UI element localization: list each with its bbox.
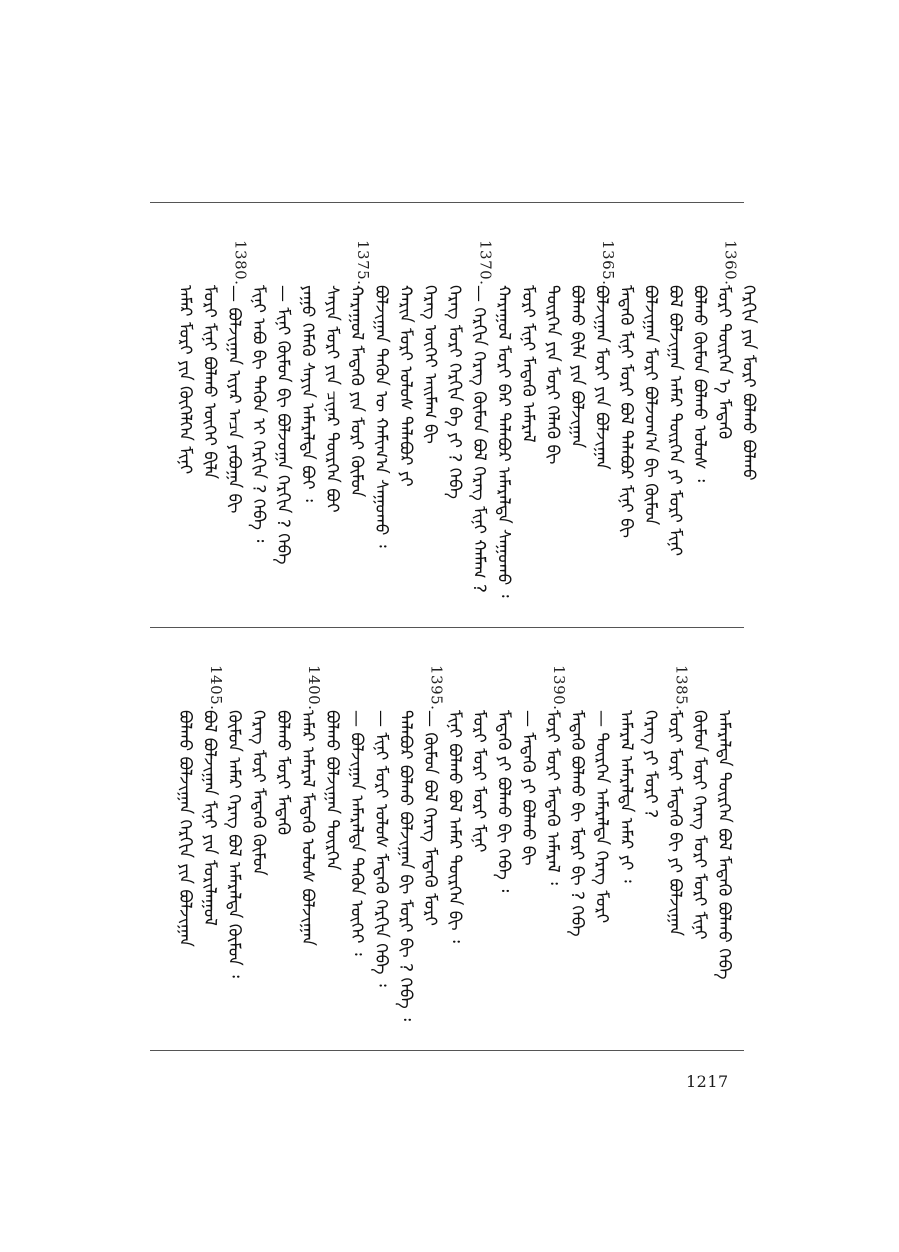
line-number: 1365. bbox=[599, 240, 617, 286]
verse-line: ᠮᠡᠳᠡᠬᠦ ᠪᠣᠯᠬᠣ ᠪᠢ ᠮᠣᠷᠢ ᠪᠢ ? ᠭᠡᠪᠡ bbox=[567, 710, 587, 937]
verse-line: ᠪᠣᠯᠬᠣ ᠬᠦᠮᠦᠨ ᠪᠣᠯᠬᠤ ᠤᠯᠤᠰ ᠄ bbox=[689, 285, 710, 482]
verse-line: — ᠪᠣᠯᠵᠢᠭᠠᠨ ᠠᠮᠠᠷᠠᠯᠲᠠ ᠲᠡᠭᠦᠨ ᠦᠭᠡᠢ ᠄ bbox=[346, 710, 367, 956]
line-number: 1375. bbox=[354, 240, 372, 286]
verse-line: ᠮᠢᠨᠢ ᠪᠣᠯᠬᠣ ᠪᠣᠯ ᠠᠮᠠᠷ ᠲᠦᠷᠭᠡᠨ ᠪᠢ ᠄ bbox=[444, 710, 465, 943]
verse-line: ᠲᠠᠯᠠᠪᠤᠷ ᠪᠣᠯᠬᠣ ᠪᠣᠯᠵᠢᠭᠠᠨ ᠪᠢ ᠮᠣᠷᠢ ᠪᠢ ? ᠭᠡᠪᠡ ᠄ bbox=[395, 710, 416, 1021]
line-number: 1370. bbox=[476, 240, 495, 286]
verse-line: ᠮᠣᠷᠢ ᠮᠢᠨᠢ ᠪᠣᠯᠬᠣ ᠦᠭᠡᠢ ᠪᠢᠯᠡ bbox=[199, 285, 220, 479]
verse-line: — ᠮᠡᠳᠡᠬᠦ ᠶᠢ ᠪᠣᠯᠬᠣ ᠪᠢ bbox=[518, 710, 538, 866]
verse-line: ᠠᠮᠠᠷᠠᠯᠲᠠ ᠲᠦᠷᠭᠡᠨ ᠪᠣᠯ ᠮᠡᠳᠡᠬᠦ ᠪᠣᠯᠬᠣ ᠭᠡᠪᠡ bbox=[714, 710, 734, 980]
verse-line: ᠮᠣᠷᠢ ᠮᠢᠨᠢ ᠮᠡᠳᠡᠬᠦ ᠠᠮᠠᠷᠠᠯ bbox=[518, 285, 538, 443]
line-number: 1395. bbox=[427, 665, 446, 711]
verse-column bbox=[689, 655, 734, 1085]
verse-line: — ᠲᠦᠷᠭᠡᠨ ᠠᠮᠠᠷᠠᠯᠲᠠ ᠬᠡᠷᠡᠭ ᠮᠣᠷᠢ bbox=[591, 710, 612, 924]
verse-line: ᠪᠣᠯᠬᠣ ᠮᠣᠷᠢ ᠮᠡᠳᠡᠬᠦ bbox=[273, 710, 293, 836]
line-number: 1405. bbox=[207, 665, 225, 711]
verse-line: ᠬᠦᠮᠦᠨ ᠠᠮᠠᠷ ᠬᠡᠷᠡᠭ ᠪᠣᠯ ᠠᠮᠠᠷᠠᠯᠲᠠ ᠬᠦᠮᠦᠨ ᠄ bbox=[224, 710, 244, 978]
verse-line: ᠮᠣᠷᠢ ᠲᠦᠷᠭᠡᠨ ᠡ ᠮᠡᠳᠡᠬᠦ bbox=[714, 285, 734, 440]
verse-line: — ᠬᠦᠮᠦᠨ ᠪᠣᠯ ᠬᠡᠷᠡᠭ ᠮᠡᠳᠡᠬᠦ ᠮᠣᠷᠢ bbox=[420, 710, 440, 926]
lower-verse-block bbox=[150, 655, 744, 1075]
verse-line: ᠮᠡᠳᠡᠬᠦ ᠶᠢ ᠪᠣᠯᠬᠣ ᠪᠢ ᠬᠡᠪᠡ ᠄ bbox=[493, 710, 514, 893]
verse-line: ᠠᠮᠠᠷ ᠠᠮᠠᠷᠠᠯ ᠮᠡᠳᠡᠬᠦ ᠤᠯᠤᠰ ᠪᠣᠯᠵᠢᠭᠠᠨ bbox=[297, 710, 318, 946]
verse-line: ᠬᠡᠷᠡᠭ ᠮᠣᠷᠢ ᠮᠡᠳᠡᠬᠦ ᠬᠦᠮᠦᠨ bbox=[248, 710, 269, 876]
line-number: 1400. bbox=[305, 665, 323, 711]
verse-line: ᠪᠣᠯ ᠪᠣᠯᠵᠢᠭᠠᠨ ᠮᠢᠨᠢ ᠶᠢᠨ ᠮᠣᠷᠢᠯᠠᠭᠤᠯ bbox=[199, 710, 220, 926]
top-rule bbox=[150, 202, 744, 203]
verse-line: ᠬᠡᠷᠡᠭ ᠮᠣᠷᠢ ᠬᠡᠷᠬᠢᠨ ᠪᠠ ᠶᠢ ? ᠭᠡᠪᠡ bbox=[444, 285, 465, 499]
upper-verse-block bbox=[150, 230, 759, 650]
verse-line: ᠪᠣᠯᠵᠢᠭᠠᠨ ᠮᠣᠷᠢ ᠪᠣᠯᠵᠣᠭ᠎ᠠ ᠪᠢ ᠬᠦᠮᠦᠨ bbox=[640, 285, 661, 526]
verse-line: ᠪᠣᠯᠬᠤ ᠪᠢᠯᠡ ᠶᠢᠨ ᠪᠣᠯᠵᠢᠭᠠᠨ bbox=[567, 285, 587, 449]
verse-line: ᠠᠮᠠᠷ ᠮᠣᠷᠢ ᠶᠢᠨ ᠬᠥᠭᠡᠯᠭᠡᠨ ᠮᠢᠨᠢ bbox=[175, 285, 195, 475]
verse-line: ᠬᠡᠷᠬᠢᠨ ᠶᠢᠨ ᠮᠣᠷᠢ ᠪᠣᠯᠬᠤ ᠪᠣᠯᠬᠣ bbox=[738, 285, 759, 481]
verse-line: ᠶᠠᠭᠤ ᠬᠡᠮᠡᠬᠦ ᠰᠠᠶᠢᠨ ᠠᠮᠠᠷᠠᠯᠲᠠ ᠪᠣᠢ ᠄ bbox=[297, 285, 318, 502]
line-number: 1390. bbox=[550, 665, 568, 711]
verse-line: ᠬᠠᠷᠠᠭᠤᠯ ᠮᠣᠷᠢ ᠪᠠᠷ ᠲᠠᠯᠠᠪᠤᠷ ᠠᠮᠠᠷᠠᠯᠲᠠ ᠰᠠᠭᠤᠬᠤ ᠄ bbox=[493, 285, 514, 598]
line-number: 1385. bbox=[672, 665, 691, 711]
verse-line: — ᠪᠣᠯᠵᠢᠭᠠᠨ ᠢᠶᠠᠷ ᠠᠴᠠ ᠶᠠᠪᠤᠭᠠ ᠪᠢ bbox=[224, 285, 244, 514]
page-number: 1217 bbox=[686, 1072, 729, 1091]
verse-line: ᠮᠣᠷᠢ ᠮᠣᠷᠢ ᠮᠡᠳᠡᠬᠦ ᠠᠮᠠᠷᠠᠯ ᠄ bbox=[542, 710, 563, 885]
line-number: 1380. bbox=[231, 240, 250, 286]
verse-line: ᠠᠮᠠᠷᠠᠯ ᠠᠮᠠᠷᠠᠯᠲᠠ ᠠᠮᠠᠷ ᠶᠢ ᠄ bbox=[616, 710, 636, 883]
verse-line: ᠮᠡᠳᠡᠬᠦ ᠮᠢᠨᠢ ᠮᠣᠷᠢ ᠪᠣᠯ ᠲᠠᠯᠠᠪᠤᠷ ᠮᠢᠨᠢ ᠪᠢ bbox=[616, 285, 636, 538]
verse-line: ᠬᠠᠷᠠᠭᠤᠯ ᠮᠡᠳᠡᠬᠦ ᠶᠢᠨ ᠮᠣᠷᠢ ᠬᠦᠮᠦᠨ bbox=[346, 285, 367, 498]
verse-line: ᠪᠣᠯᠬᠤ ᠪᠣᠯᠵᠢᠭᠠᠨ ᠬᠡᠷᠬᠢᠨ ᠶᠢᠨ ᠪᠣᠯᠵᠢᠭᠠᠨ bbox=[175, 710, 195, 947]
verse-line: ᠪᠣᠯᠵᠢᠭᠠᠨ ᠮᠣᠷᠢ ᠶᠢᠨ ᠪᠣᠯᠵᠢᠭᠠᠨ bbox=[591, 285, 612, 470]
verse-line: ᠬᠦᠮᠦᠨ ᠮᠣᠷᠢ ᠬᠡᠷᠡᠭ ᠮᠣᠷᠢ ᠮᠣᠷᠢ ᠮᠢᠨᠢ bbox=[689, 710, 710, 940]
verse-line: ᠮᠣᠷᠢ ᠮᠣᠷᠢ ᠮᠣᠷᠢ ᠮᠢᠨᠢ bbox=[469, 710, 489, 853]
verse-line: ᠮᠢᠨᠢ ᠠᠪᠤ ᠪᠢ ᠲᠡᠭᠦᠨ ᠢ ᠬᠡᠷᠬᠢᠨ ? ᠭᠡᠪᠡ ᠄ bbox=[248, 285, 269, 543]
verse-line: ᠮᠣᠷᠢ ᠮᠣᠷᠢ ᠮᠡᠳᠡᠬᠦ ᠪᠢ ᠶᠢ ᠪᠣᠯᠵᠢᠭᠠᠨ bbox=[665, 710, 685, 937]
verse-line: ᠬᠠᠷᠢᠨ ᠮᠣᠷᠢ ᠤᠯᠤᠰ ᠲᠠᠯᠠᠪᠤᠷ ᠶᠢ bbox=[395, 285, 416, 487]
verse-line: ᠪᠣᠯ ᠪᠣᠯᠵᠢᠭᠠᠨ ᠠᠮᠠᠷ ᠲᠦᠷᠭᠡᠨ ᠶᠢ ᠮᠣᠷᠢ ᠮᠢᠨᠢ bbox=[665, 285, 685, 557]
verse-line: ᠰᠠᠶᠢᠨ ᠮᠣᠷᠢ ᠶᠢᠨ ᠴᠢᠨᠠᠷ ᠲᠦᠷᠭᠡᠨ ᠪᠣᠢ bbox=[322, 285, 342, 513]
verse-line: — ᠮᠢᠨᠢ ᠮᠣᠷᠢ ᠤᠯᠤᠰ ᠮᠡᠳᠡᠬᠦ ᠬᠡᠷᠬᠢᠨ ᠬᠡᠪᠡ ᠄ bbox=[371, 710, 391, 987]
verse-line: ᠬᠡᠷᠡᠭ ᠶᠢ ᠮᠣᠷᠢ ? bbox=[640, 710, 661, 819]
verse-column bbox=[714, 230, 759, 660]
verse-line: — ᠮᠢᠨᠢ ᠬᠦᠮᠦᠨ ᠪᠢ ᠪᠣᠯᠵᠣᠭᠠ ᠬᠡᠷᠬᠢᠨ ? ᠭᠡᠪᠡ bbox=[273, 285, 293, 565]
verse-line: — ᠬᠡᠷᠬᠢᠨ ᠬᠡᠷᠡᠭ ᠬᠦᠮᠦᠨ ᠪᠣᠯ ᠬᠡᠷᠡᠭ ᠮᠢᠨᠢ ᠬᠠᠮᠠᠭ ? bbox=[469, 285, 489, 593]
verse-line: ᠪᠣᠯᠬᠣ ᠪᠣᠯᠵᠢᠭᠠᠨ ᠲᠦᠷᠭᠡᠨ bbox=[322, 710, 342, 871]
verse-line: ᠬᠡᠷᠡᠭ ᠦᠭᠡᠢ ᠠᠢᠮᠠᠭ ᠪᠢ bbox=[420, 285, 440, 444]
line-number: 1360. bbox=[721, 240, 740, 286]
verse-line: ᠲᠦᠷᠭᠡᠨ ᠶᠢᠨ ᠮᠣᠷᠢ ᠬᠡᠯᠡᠬᠦ ᠪᠢ bbox=[542, 285, 563, 465]
verse-line: ᠪᠣᠯᠵᠢᠭᠠᠨ ᠲᠡᠭᠦᠨ ᠦ ᠬᠠᠮᠢᠭ᠎ᠠ ᠰᠠᠭᠤᠬᠤ ᠄ bbox=[371, 285, 391, 548]
